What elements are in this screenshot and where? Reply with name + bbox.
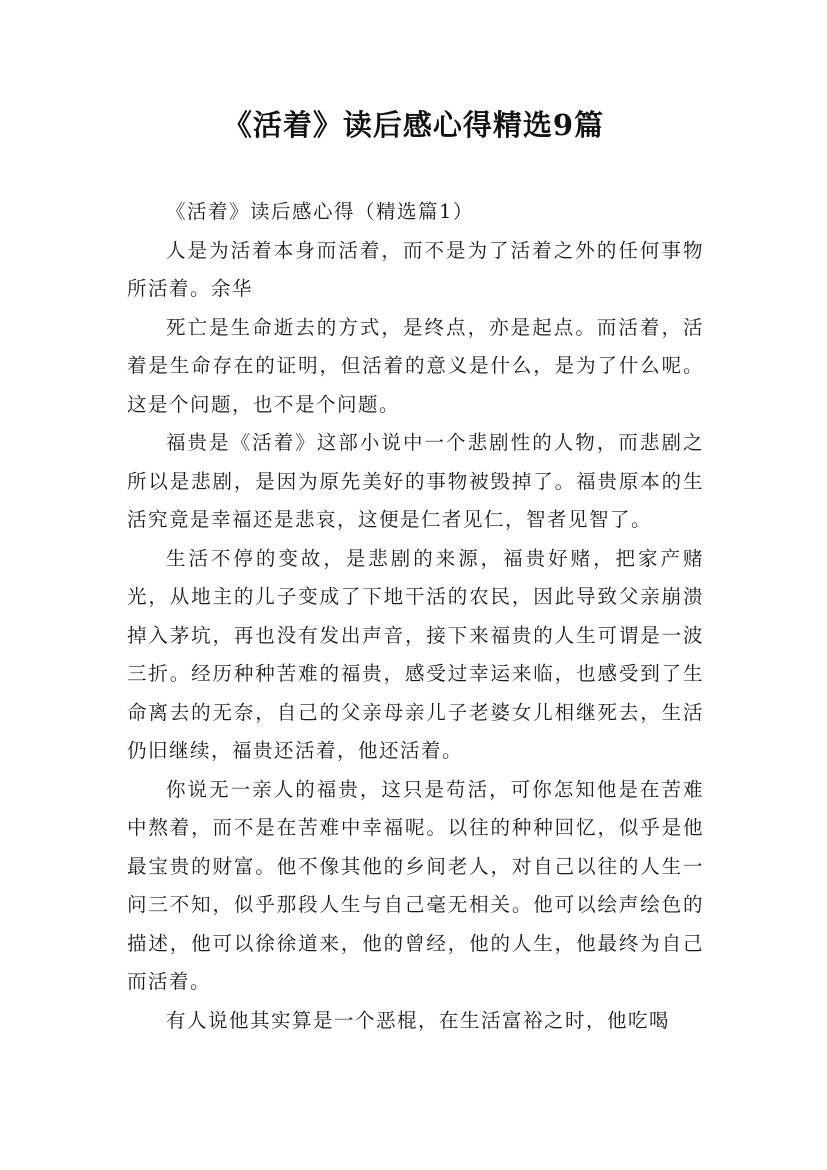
paragraph: 生活不停的变故，是悲剧的来源，福贵好赌，把家产赌光，从地主的儿子变成了下地干活的农民，因此导致父亲崩溃掉入茅坑，再也没有发出声音，接下来福贵的人生可谓是一波三折。经历种种苦难的福贵，感受过幸运来临，也感受到了生命离去的无奈，自己的父亲母亲儿子老婆女儿相继死去，生活仍旧继续，福贵还活着，他还活着。	[127, 546, 704, 762]
paragraph: 你说无一亲人的福贵，这只是苟活，可你怎知他是在苦难中熬着，而不是在苦难中幸福呢。以往的种种回忆，似乎是他最宝贵的财富。他不像其他的乡间老人，对自己以往的人生一问三不知，似乎那段人生与自己毫无相关。他可以绘声绘色的描述，他可以徐徐道来，他的曾经，他的人生，他最终为自己而活着。	[127, 777, 704, 993]
paragraph: 人是为活着本身而活着，而不是为了活着之外的任何事物所活着。余华	[127, 238, 704, 300]
document-body	[127, 193, 704, 1040]
paragraph: 死亡是生命逝去的方式，是终点，亦是起点。而活着，活着是生命存在的证明，但活着的意义是什么，是为了什么呢。这是个问题，也不是个问题。	[127, 315, 704, 416]
section-heading: 《活着》读后感心得（精选篇1）	[166, 200, 474, 223]
paragraph: 福贵是《活着》这部小说中一个悲剧性的人物，而悲剧之所以是悲剧，是因为原先美好的事物被毁掉了。福贵原本的生活究竟是幸福还是悲哀，这便是仁者见仁，智者见智了。	[127, 431, 704, 531]
paragraph: 有人说他其实算是一个恶棍，在生活富裕之时，他吃喝	[166, 1008, 671, 1032]
document-title: 《活着》读后感心得精选9篇	[222, 108, 605, 142]
